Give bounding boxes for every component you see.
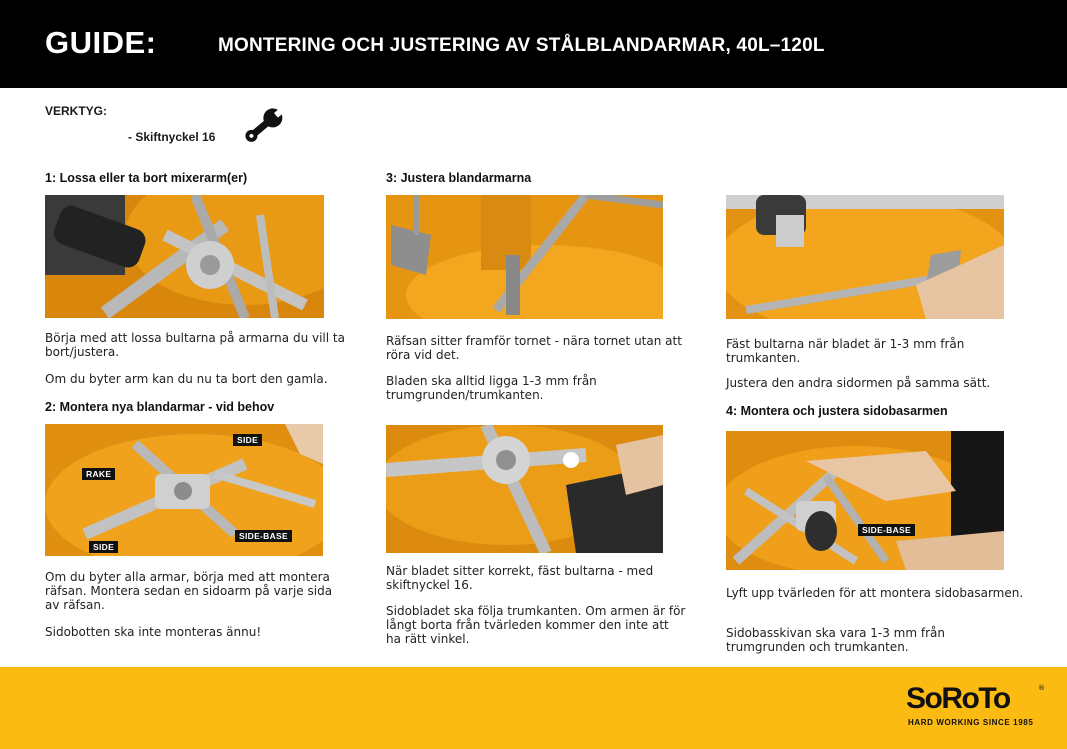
section-3b-text-1: Fäst bultarna när bladet är 1-3 mm från trumkanten. — [726, 337, 965, 365]
section-3-text-2: Bladen ska alltid ligga 1-3 mm från trumgrunden/trumkanten. — [386, 374, 597, 402]
label-rake: RAKE — [82, 468, 115, 480]
registered-mark: ® — [1038, 684, 1045, 692]
photo-fasten-bolts — [386, 425, 663, 553]
section-3b-text-2: Justera den andra sidormen på samma sätt. — [726, 376, 991, 390]
label-side-base-4: SIDE-BASE — [858, 524, 915, 536]
section-4-text-1: Lyft upp tvärleden för att montera sidobasarmen. — [726, 586, 1024, 600]
section-4-heading: 4: Montera och justera sidobasarmen — [726, 404, 948, 418]
section-3-text-3: När bladet sitter korrekt, fäst bultarna - med skiftnyckel 16. — [386, 564, 654, 592]
label-side-base: SIDE-BASE — [235, 530, 292, 542]
guide-title: MONTERING OCH JUSTERING AV STÅLBLANDARMAR, 40L–120L — [218, 35, 825, 56]
header-bar — [0, 0, 1067, 88]
soroto-logo — [906, 684, 1046, 732]
section-4-text-2: Sidobasskivan ska vara 1-3 mm från trumgrunden och trumkanten. — [726, 626, 945, 654]
wrench-icon — [240, 104, 288, 148]
logo-tagline: HARD WORKING SINCE 1985 — [908, 718, 1034, 727]
logo-wordmark: SoRoTo — [906, 682, 1010, 715]
section-3-heading: 3: Justera blandarmarna — [386, 171, 532, 185]
section-3-text-1: Räfsan sitter framför tornet - nära tornet utan att röra vid det. — [386, 334, 682, 362]
photo-loosen-bolts — [45, 195, 324, 318]
section-2-heading: 2: Montera nya blandarmar - vid behov — [45, 400, 275, 414]
section-2-text-1: Om du byter alla armar, börja med att montera räfsan. Montera sedan en sidoarm på varje sida av räfsan. — [45, 570, 333, 612]
section-1-text-1: Börja med att lossa bultarna på armarna du vill ta bort/justera. — [45, 331, 345, 359]
guide-label: GUIDE: — [45, 25, 157, 60]
section-3-text-4: Sidobladet ska följa trumkanten. Om armen är för långt borta från tvärleden kommer den inte att ha rätt vinkel. — [386, 604, 686, 646]
tools-heading: VERKTYG: — [45, 104, 108, 118]
photo-mount-arms — [45, 424, 323, 556]
section-2-text-2: Sidobotten ska inte monteras ännu! — [45, 625, 262, 639]
label-side-bottom: SIDE — [89, 541, 118, 553]
photo-adjust-arms — [386, 195, 663, 319]
section-1-heading: 1: Lossa eller ta bort mixerarm(er) — [45, 171, 248, 185]
tool-item: - Skiftnyckel 16 — [128, 130, 216, 144]
photo-side-blade — [726, 195, 1004, 319]
label-side-top: SIDE — [233, 434, 262, 446]
section-1-text-2: Om du byter arm kan du nu ta bort den gamla. — [45, 372, 328, 386]
photo-side-base-arm — [726, 431, 1004, 570]
